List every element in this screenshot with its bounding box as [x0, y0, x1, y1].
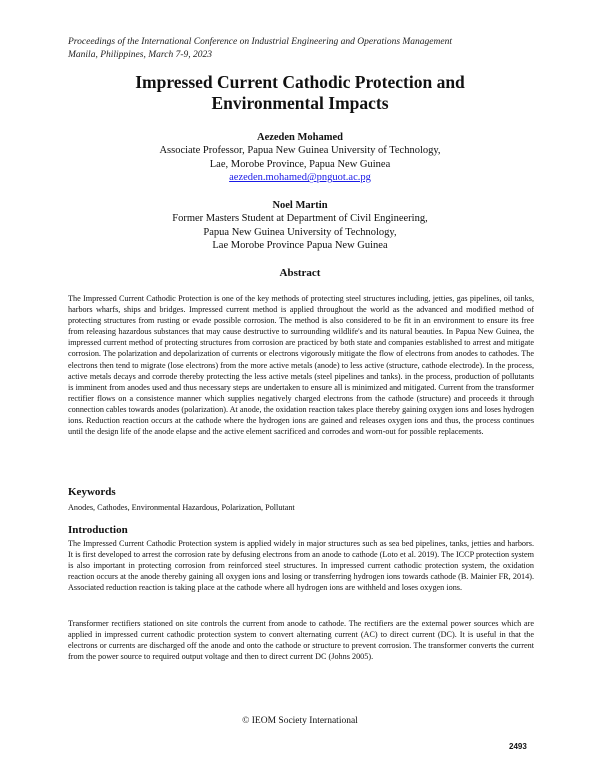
conference-location: Manila, Philippines, March 7-9, 2023: [68, 50, 212, 60]
author-block-1: [60, 131, 540, 185]
introduction-paragraph-2: Transformer rectifiers stationed on site controls the current from anode to cathode. The rectifiers are the external power sources which are applied in impressed current cathodic protection system to convert alternating current (AC) to direct current (DC). It is useful in that the electrons or currents are discharged off the anode and onto the cathode or structure to prevent corrosion. The transformer converts the current from the power source to required output voltage and then to direct current DC (Johns 2005).: [68, 619, 534, 662]
author-name: Noel Martin: [272, 200, 328, 211]
author-name: Aezeden Mohamed: [256, 132, 344, 143]
introduction-heading: Introduction: [68, 524, 128, 536]
page-number: 2493: [509, 742, 527, 751]
keywords-heading: Keywords: [68, 486, 116, 498]
page-footer: © IEOM Society International: [242, 716, 358, 726]
abstract-text: The Impressed Current Cathodic Protection is one of the key methods of protecting steel structures including, jetties, gas pipelines, oil tanks, harbors wharfs, ships and bridges. Impressed current method is applied throughout the world as the advanced and modified method of protecting structures from rusting or evade possible corrosion. The method is also considered to be fit in an environment to ensure its free from releasing hazardous substances that may cause destructive to surrounding wildlife's and its natural beauties. In Papua New Guinea, the impressed current method of protecting structures from corrosion are practiced by both state and companies established to arrest and mitigate corrosion. The polarization and depolarization of currents or electrons vigorously mitigate the flow of electrons from anodes to cathodes. The electrons then tend to migrate (lose electrons) from the more active metals (anode) to less active (structure, cathode electrode). In the process, active metals decays and corrode thereby protecting the less active metals (steel pipelines and tanks). in the process, production of pollutants is imminent from anodes used and thus necessary steps are undertaken to ensure all is minimized and mitigated. Current from the transformer rectifier flows on a consistence manner which supplies negatively charged electrons from the cathode (structure) and proceeds it through connection cables towards anodes (polarization). At anode, the oxidation reaction takes place thereby gaining oxygen ions and loses hydrogen ions. Reduction reaction occurs at the cathode where the hydrogen ions are gained and releases oxygen ions and thus, the process continues until the design life of the anode elapse and the active element sacrificed and corrodes and worn-out for possible replacements.: [68, 294, 534, 437]
conference-name: Proceedings of the International Conference on Industrial Engineering and Operations Management: [68, 37, 452, 47]
paper-title: [60, 72, 540, 114]
author-affiliation: Lae Morobe Province Papua New Guinea: [212, 240, 388, 252]
author-block-2: [60, 199, 540, 253]
introduction-paragraph-1: The Impressed Current Cathodic Protection system is applied widely in major structures such as sea bed pipelines, tanks, jetties and harbors. It is first developed to arrest the corrosion rate by defusing electrons from an anode to cathode (Loto et al. 2019). The ICCP protection system is also important in protecting corrosion from reinforced steel structures. In impressed current cathodic protection system, the oxidation reaction occurs at the anode thereby gaining all oxygen ions and losing or transferring hydrogen ions towards cathode (B. Mainier FR, 2014). Associated reduction reaction is taking place at the cathode where all hydrogen ions are withheld and loses oxygen ions.: [68, 539, 534, 593]
author-affiliation: Former Masters Student at Department of Civil Engineering,: [172, 213, 428, 225]
conference-header: [68, 36, 538, 62]
title-line-2: Environmental Impacts: [211, 93, 389, 113]
abstract-heading: Abstract: [279, 267, 321, 279]
author-affiliation: Associate Professor, Papua New Guinea University of Technology,: [159, 145, 441, 157]
title-line-1: Impressed Current Cathodic Protection and: [135, 72, 465, 92]
author-affiliation: Lae, Morobe Province, Papua New Guinea: [209, 158, 391, 170]
keywords-text: Anodes, Cathodes, Environmental Hazardous, Polarization, Pollutant: [68, 503, 295, 512]
author-email-link[interactable]: aezeden.mohamed@pnguot.ac.pg: [229, 172, 371, 184]
author-affiliation: Papua New Guinea University of Technology,: [203, 226, 397, 238]
